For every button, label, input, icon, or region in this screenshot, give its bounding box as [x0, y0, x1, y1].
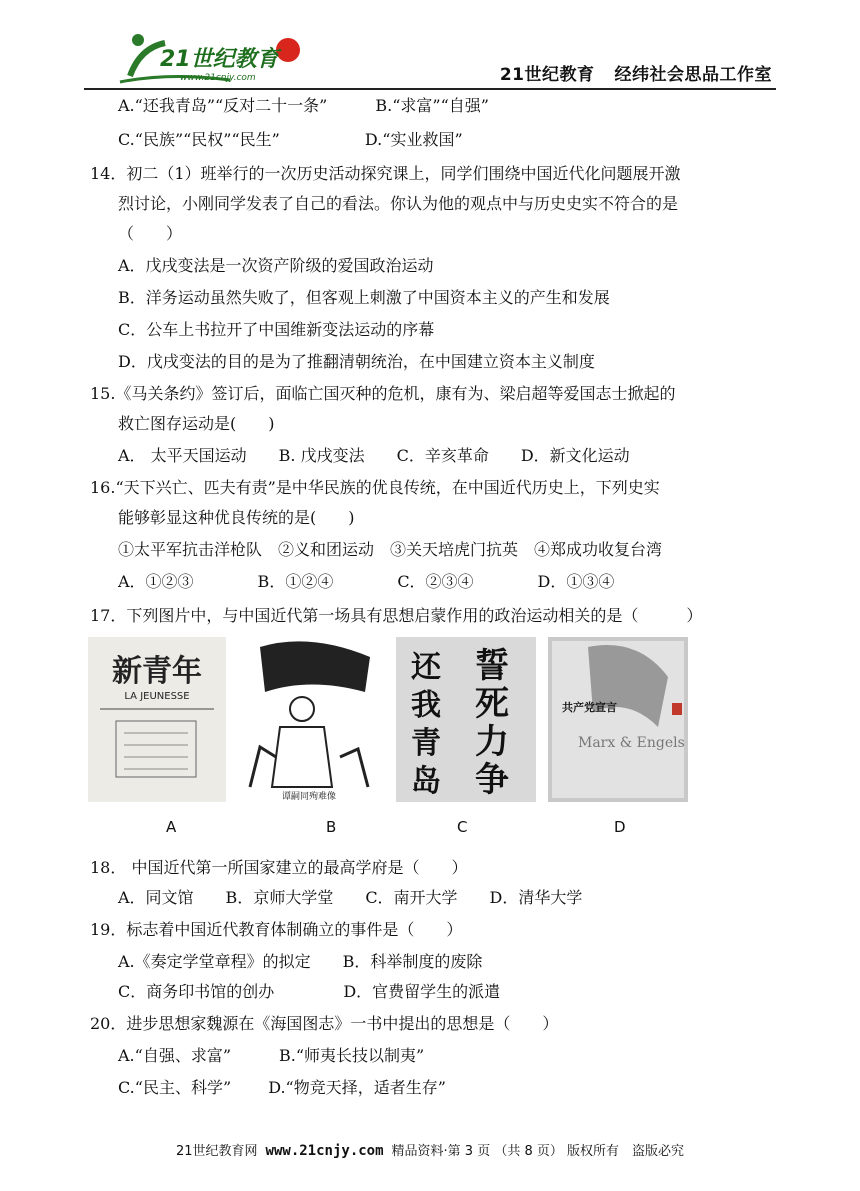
slogan-char: 青: [411, 726, 441, 761]
slogan-char: 誓: [475, 646, 509, 686]
image-b-tan-sitong: [240, 637, 378, 802]
image-a-new-youth: [88, 637, 226, 802]
caption-a: A: [166, 818, 177, 836]
svg-text:Marx & Engels: Marx & Engels: [578, 735, 685, 751]
slogan-char: 死: [475, 684, 509, 724]
caption-b: B: [326, 818, 337, 836]
text-line: A.“还我青岛”“反对二十一条” B.“求富”“自强”: [118, 96, 489, 115]
text-line: 14．初二（1）班举行的一次历史活动探究课上，同学们围绕中国近代化问题展开激: [90, 164, 681, 183]
studio-name: 经纬社会思品工作室: [614, 65, 772, 85]
text-line: 15.《马关条约》签订后，面临亡国灭种的危机，康有为、梁启超等爱国志士掀起的: [90, 384, 676, 403]
caption-d: D: [614, 818, 626, 836]
header-title: [480, 60, 772, 85]
text-line: ①太平军抗击洋枪队 ②义和团运动 ③关天培虎门抗英 ④郑成功收复台湾: [118, 540, 663, 559]
image-d-manifesto: [548, 637, 688, 802]
site-logo: [110, 28, 310, 88]
svg-text:共产党宣言: 共产党宣言: [562, 701, 617, 714]
slogan-char: 争: [475, 760, 509, 800]
slogan-char: 岛: [411, 764, 441, 799]
text-line: 18． 中国近代第一所国家建立的最高学府是（ ）: [90, 858, 468, 877]
slogan-char: 还: [411, 650, 441, 685]
slogan-char: 我: [411, 688, 441, 723]
text-line: C．公车上书拉开了中国维新变法运动的序幕: [118, 320, 435, 339]
svg-text:谭嗣同殉难像: 谭嗣同殉难像: [281, 792, 337, 802]
text-line: 16.“天下兴亡、匹夫有责”是中华民族的优良传统，在中国近代历史上，下列史实: [90, 478, 660, 497]
slogan-char: 力: [475, 722, 509, 762]
text-line: C.“民主、科学” D.“物竞天择，适者生存”: [118, 1078, 446, 1097]
svg-text:www.21cnjy.com: www.21cnjy.com: [180, 73, 256, 83]
svg-text:LA JEUNESSE: LA JEUNESSE: [124, 691, 190, 702]
text-line: C.“民族”“民权”“民生” D.“实业救国”: [118, 130, 463, 149]
text-line: D．戊戌变法的目的是为了推翻清朝统治，在中国建立资本主义制度: [118, 352, 595, 371]
text-line: A.《奏定学堂章程》的拟定 B．科举制度的废除: [118, 952, 483, 971]
text-line: 19．标志着中国近代教育体制确立的事件是（ ）: [90, 920, 463, 939]
footer-url[interactable]: www.21cnjy.com: [265, 1143, 384, 1159]
page-footer: [0, 1140, 860, 1159]
text-line: A．同文馆 B．京师大学堂 C．南开大学 D．清华大学: [118, 888, 583, 907]
svg-text:新青年: 新青年: [112, 654, 202, 689]
caption-c: C: [457, 818, 468, 836]
text-line: 能够彰显这种优良传统的是( ): [118, 508, 355, 527]
text-line: 17．下列图片中，与中国近代第一场具有思想启蒙作用的政治运动相关的是（ ）: [90, 606, 703, 625]
svg-text:21世纪教育: 21世纪教育: [160, 47, 279, 72]
text-line: 20．进步思想家魏源在《海国图志》一书中提出的思想是（ ）: [90, 1014, 559, 1033]
image-c-slogans: [396, 637, 536, 802]
header-rule: [84, 88, 776, 90]
apple-icon: [276, 38, 300, 62]
text-line: A．戊戌变法是一次资产阶级的爱国政治运动: [118, 256, 434, 275]
footer-site: 21世纪教育网: [175, 1144, 258, 1159]
text-line: A．①②③ B．①②④ C．②③④ D．①③④: [118, 572, 615, 591]
text-line: 烈讨论，小刚同学发表了自己的看法。你认为他的观点中与历史史实不符合的是: [118, 194, 679, 213]
text-line: 救亡图存运动是( ): [118, 414, 275, 433]
text-line: A． 太平天国运动 B. 戊戌变法 C．辛亥革命 D．新文化运动: [118, 446, 630, 465]
text-line: A.“自强、求富” B.“师夷长技以制夷”: [118, 1046, 425, 1065]
brand-name: 21世纪教育: [499, 65, 595, 85]
footer-page-info: 精品资料·第 3 页 （共 8 页） 版权所有 盗版必究: [391, 1144, 685, 1159]
text-line: （ ）: [118, 224, 183, 243]
text-line: B．洋务运动虽然失败了，但客观上刺激了中国资本主义的产生和发展: [118, 288, 610, 307]
text-line: C．商务印书馆的创办 D．官费留学生的派遣: [118, 982, 501, 1001]
